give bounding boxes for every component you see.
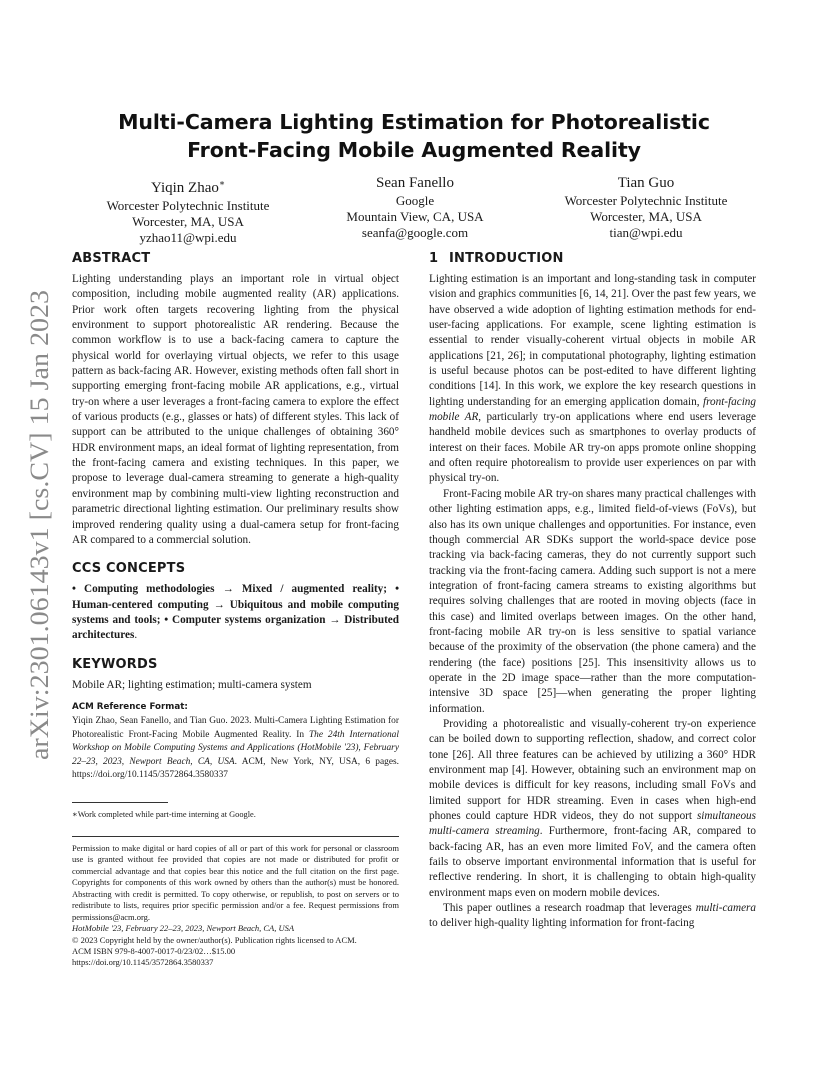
section-number: 1 [429, 251, 439, 266]
author-affiliation: Worcester Polytechnic Institute [564, 193, 728, 208]
intro-p3-emphasis: simultaneous multi-camera streaming [429, 810, 756, 838]
intro-paragraph-2: Front-Facing mobile AR try-on shares many practical challenges with other lighting estimation apps, e.g., limited field-of-views (FoVs), but also has its own unique challenges and opportunities. For instance, even though commercial AR SDKs support the world-space device pose tracking via back-facing cameras, they do not currently support such tracking via the front-facing camera. Adding such support is not a mere integration of front-facing camera streams to existing algorithms but requires solving challenges that are rooted in moving objects (face in this case) and limited overlaps between images. On the other hand, front-facing mobile AR try-on is less sensitive to spatial variance because of the proximity of the observation (the phone camera) and the rendering (the face) positions [25]. This insensitivity allows us to operate in the 2D image space—rather than the more computation-intensive 3D space [25]—when generating the proper lighting information. [429, 487, 756, 715]
author-email: yzhao11@wpi.edu [139, 230, 237, 245]
author-name: Yiqin Zhao [150, 180, 219, 196]
keywords-heading: KEYWORDS [72, 656, 158, 672]
venue-line: HotMobile '23, February 22–23, 2023, Newport Beach, CA, USA [72, 923, 295, 934]
author-email: seanfa@google.com [361, 225, 469, 240]
arxiv-stamp [14, 290, 60, 760]
reference-venue: The 24th International Workshop on Mobile Computing Systems and Applications (HotMobile '23), February 22–23, 2023, Newport Beach, CA, USA [72, 729, 399, 767]
intro-p1-text: Lighting estimation is an important and long-standing task in computer vision and graphics communities [6, 14, 21]. Over the past few years, we have observed a wide adoption of lighting estimation methods for end-user-facing applications. For example, scene lighting estimation is essential to render visually-coherent virtual objects in mobile AR applications [21, 26]; in computational photography, lighting estimation is useful because photos can be post-edited to have different lighting conditions [14]. In this work, we explore the key research questions in lighting understanding for an emerging application domain, [429, 273, 756, 408]
title-line-2: Front-Facing Mobile Augmented Reality [187, 138, 641, 162]
reference-authors-title: Yiqin Zhao, Sean Fanello, and Tian Guo. 2023. Multi-Camera Lighting Estimation for Photorealistic Front-Facing Mobile Augmented Reality. In [72, 715, 399, 740]
doi-line: https://doi.org/10.1145/3572864.3580337 [72, 957, 214, 968]
author-location: Worcester, MA, USA [590, 209, 702, 224]
intro-p1-text-cont: , particularly try-on applications where end users leverage handheld mobile devices such as smartphones to overlay products of interest on their faces. Mobile AR try-on apps promote online shopping and often require photorealism to provide user experiences on par with physical try-on. [429, 411, 756, 485]
reference-publisher: . ACM, New York, NY, USA, 6 pages. https://doi.org/10.1145/3572864.3580337 [72, 756, 400, 781]
section-title: INTRODUCTION [449, 251, 564, 266]
author-block [330, 174, 500, 241]
ccs-heading: CCS CONCEPTS [72, 561, 186, 577]
isbn-line: ACM ISBN 979-8-4007-0017-0/23/02…$15.00 [72, 945, 236, 956]
author-block [82, 174, 294, 246]
author-name: Tian Guo [617, 175, 675, 191]
intro-p3-text: Providing a photorealistic and visually-coherent try-on experience can be boiled down to supporting reflection, shadow, and correct color tone [26]. All three features can be achieved by utilizing a 360° HDR environment map [4]. However, obtaining such an environment map on mobile devices is difficult for key reasons, including small FoVs and limited support for HDR streaming. Even in cases when high-end phones could capture HDR videos, they do not support [429, 717, 756, 823]
author-name: Sean Fanello [376, 175, 454, 191]
copyright-line: © 2023 Copyright held by the owner/author(s). Publication rights licensed to ACM. [72, 934, 357, 945]
ccs-item: • Computing methodologies → Mixed / augmented reality; [72, 583, 388, 596]
ccs-end: . [134, 629, 138, 642]
reference-format-text [72, 715, 399, 783]
ccs-concepts [72, 582, 399, 643]
keywords-text: Mobile AR; lighting estimation; multi-camera system [72, 678, 312, 691]
author-block [530, 174, 762, 241]
intro-p1-emphasis: front-facing mobile AR [429, 395, 756, 424]
intro-paragraph-1 [429, 272, 756, 487]
author-footnote-mark: ∗ [218, 178, 226, 188]
intro-paragraph-3 [429, 717, 756, 901]
intro-p3-text-cont: . Furthermore, front-facing AR, compared to back-facing AR, has an even more limited FoV, and the camera often fails to observe important environmental information that is useful for reflective rendering. In short, it is challenging to obtain high-quality environment maps even on modern mobile devices. [429, 825, 757, 899]
ccs-item: • Human-centered computing → Ubiquitous and mobile computing systems and tools; [72, 583, 400, 626]
author-affiliation: Worcester Polytechnic Institute [106, 198, 270, 213]
right-column [429, 250, 756, 932]
arxiv-stamp-text: arXiv:2301.06143v1 [cs.CV] 15 Jan 2023 [25, 323, 54, 760]
intro-p4-text-cont: to deliver high-quality lighting information for front-facing [429, 917, 695, 930]
abstract-text: Lighting understanding plays an important role in virtual object composition, including mobile augmented reality (AR) applications. Prior work often targets recovering lighting from the physical environment to support photorealistic AR rendering. Because the common workflow is to use a back-facing camera to capture the physical world for overlaying virtual objects, we refer to this usage pattern as back-facing AR. However, existing methods often fall short in supporting emerging front-facing mobile AR applications, e.g., virtual try-on where a user leverages a front-facing camera to explore the effect of various products (e.g., glasses or hats) of different styles. This lack of support can be attributed to the unique challenges of obtaining 360° HDR environment maps, an ideal format of lighting representation, from the front-facing camera and existing techniques. In this paper, we propose to leverage dual-camera streaming to generate a high-quality environment map by combining multi-view lighting reconstruction and parametric directional lighting estimation. Our preliminary results show improved rendering quality using a dual-camera setup for front-facing AR compared to a commercial solution. [72, 273, 399, 546]
author-location: Worcester, MA, USA [132, 214, 244, 229]
introduction-heading [429, 250, 756, 268]
permission-notice: Permission to make digital or hard copies of all or part of this work for personal or classroom use is granted without fee provided that copies are not made or distributed for profit or commercial advantage and that copies bear this notice and the full citation on the first page. Copyrights for components of this work owned by others than the author(s) must be honored. Abstracting with credit is permitted. To copy otherwise, or republish, to post on servers or to redistribute to lists, requires prior specific permission and/or a fee. Request permissions from permissions@acm.org. [72, 842, 399, 922]
author-email: tian@wpi.edu [609, 225, 683, 240]
title-line-1: Multi-Camera Lighting Estimation for Photorealistic [118, 110, 710, 134]
footnote-rule [72, 802, 168, 803]
ccs-item: • Computer systems organization → Distributed architectures [72, 613, 399, 642]
intro-p4-emphasis: multi-camera [695, 902, 756, 915]
intro-p4-text: This paper outlines a research roadmap that leverages [443, 902, 696, 915]
left-column [72, 250, 399, 969]
paper-title [72, 108, 756, 164]
intro-paragraph-4 [429, 901, 756, 932]
author-footnote: ∗Work completed while part-time interning at Google. [72, 809, 256, 819]
reference-format-heading: ACM Reference Format: [72, 701, 188, 712]
abstract-heading: ABSTRACT [72, 251, 151, 266]
author-affiliation: Google [395, 193, 435, 208]
permission-rule [72, 836, 399, 837]
author-location: Mountain View, CA, USA [346, 209, 484, 224]
